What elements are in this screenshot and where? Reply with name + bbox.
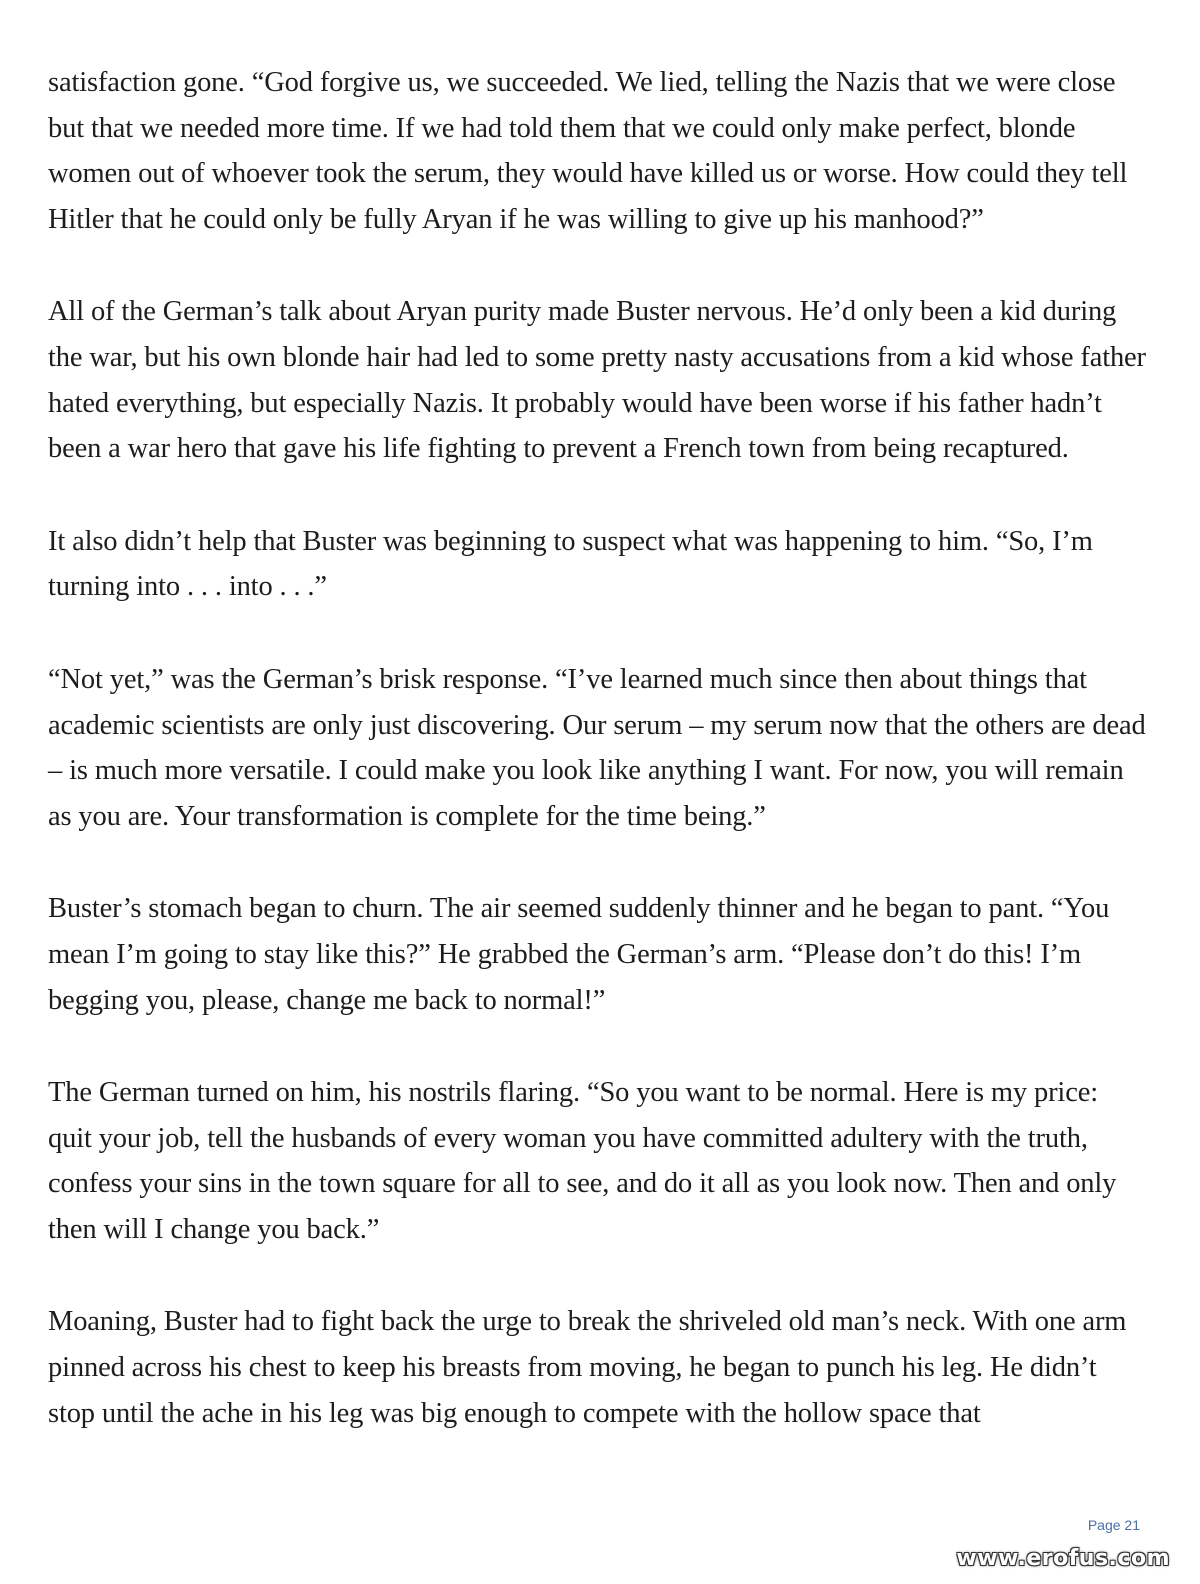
paragraph-4: “Not yet,” was the German’s brisk response. “I’ve learned much since then about things that academic scientists are only just discovering. Our serum – my serum now that the others are dead – is much more versatile. I could make you look like anything I want. For now, you will remain as you are. Your transformation is complete for the time being.”	[48, 663, 1146, 832]
watermark: www.erofus.com	[956, 1546, 1170, 1571]
paragraph-7: Moaning, Buster had to fight back the urge to break the shriveled old man’s neck. With one arm pinned across his chest to keep his breasts from moving, he began to punch his leg. He didn’t stop until the ache in his leg was big enough to compete with the hollow space that	[48, 1306, 1127, 1429]
paragraph-3: It also didn’t help that Buster was beginning to suspect what was happening to him. “So, I’m turning into . . . into . . .”	[48, 525, 1093, 603]
paragraph-5: Buster’s stomach began to churn. The air seemed suddenly thinner and he began to pant. “You mean I’m going to stay like this?” He grabbed the German’s arm. “Please don’t do this! I’m begging you, please, change me back to normal!”	[48, 893, 1110, 1016]
paragraph-1: satisfaction gone. “God forgive us, we succeeded. We lied, telling the Nazis that we were close but that we needed more time. If we had told them that we could only make perfect, blonde women out of whoever took the serum, they would have killed us or worse. How could they tell Hitler that he could only be fully Aryan if he was willing to give up his manhood?”	[48, 67, 1128, 235]
page-number: Page 21	[1087, 1517, 1140, 1533]
paragraph-2: All of the German’s talk about Aryan purity made Buster nervous. He’d only been a kid during the war, but his own blonde hair had led to some pretty nasty accusations from a kid whose father hated everything, but especially Nazis. It probably would have been worse if his father hadn’t been a war hero that gave his life fighting to prevent a French town from being recaptured.	[48, 296, 1146, 465]
paragraph-6: The German turned on him, his nostrils flaring. “So you want to be normal. Here is my price: quit your job, tell the husbands of every woman you have committed adultery with the truth, confess your sins in the town square for all to see, and do it all as you look now. Then and only then will I change you back.”	[48, 1077, 1117, 1245]
page-body	[48, 60, 1148, 1483]
